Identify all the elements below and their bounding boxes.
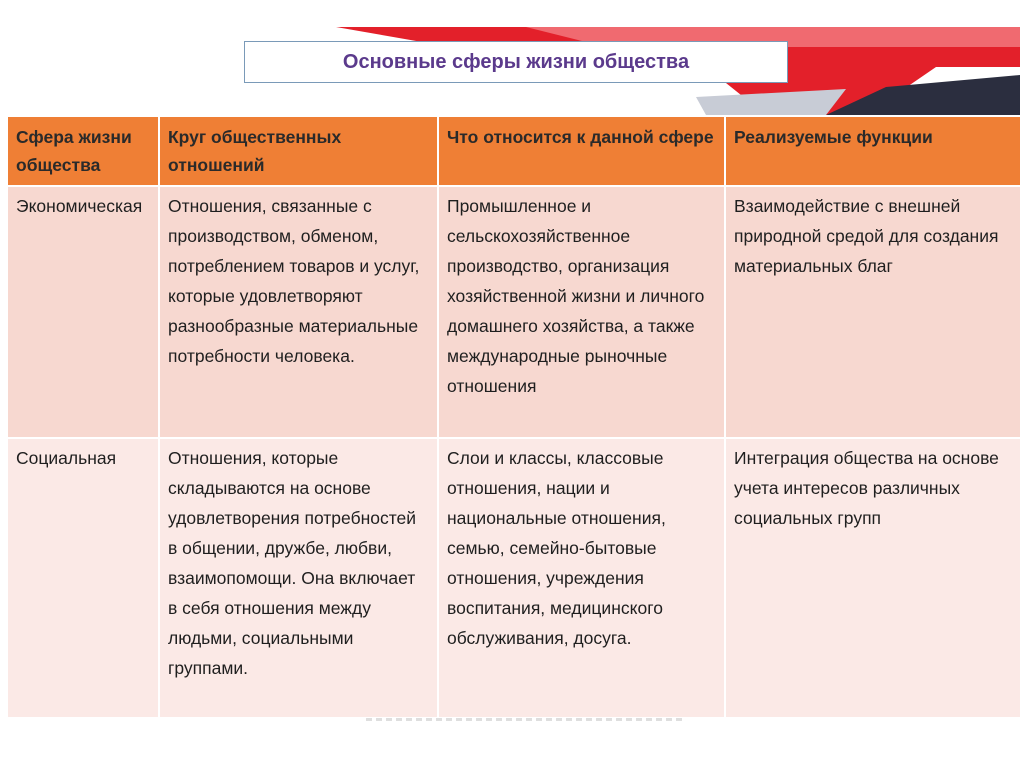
- slide-title-box: [244, 41, 788, 83]
- cell-functions: Взаимодействие с внешней природной средой для создания материальных благ: [725, 186, 1020, 438]
- header-cell-relations: Круг общественных отношений: [159, 116, 438, 186]
- header-cell-includes: Что относится к данной сфере: [438, 116, 725, 186]
- cell-includes: Слои и классы, классовые отношения, нации и национальные отношения, семью, семейно-бытовые отношения, учреждения воспитания, медицинского обслуживания, досуга.: [438, 438, 725, 718]
- table-row: [7, 438, 1020, 718]
- cell-relations: Отношения, связанные с производством, обменом, потреблением товаров и услуг, которые удовлетворяют разнообразные материальные потребности человека.: [159, 186, 438, 438]
- faded-footer-text: [366, 718, 686, 721]
- slide: [6, 27, 1020, 721]
- cell-relations: Отношения, которые складываются на основе удовлетворения потребностей в общении, дружбе, любви, взаимопомощи. Она включает в себя отношения между людьми, социальными группами.: [159, 438, 438, 718]
- spheres-table: [6, 115, 1020, 719]
- cell-sphere-name: Социальная: [7, 438, 159, 718]
- cell-sphere-name: Экономическая: [7, 186, 159, 438]
- header-cell-sphere: Сфера жизни общества: [7, 116, 159, 186]
- cell-includes: Промышленное и сельскохозяйственное производство, организация хозяйственной жизни и личного домашнего хозяйства, а также международные рыночные отношения: [438, 186, 725, 438]
- header-cell-functions: Реализуемые функции: [725, 116, 1020, 186]
- slide-title: Основные сферы жизни общества: [342, 50, 690, 73]
- table-header-row: [7, 116, 1020, 186]
- table-row: [7, 186, 1020, 438]
- cell-functions: Интеграция общества на основе учета интересов различных социальных групп: [725, 438, 1020, 718]
